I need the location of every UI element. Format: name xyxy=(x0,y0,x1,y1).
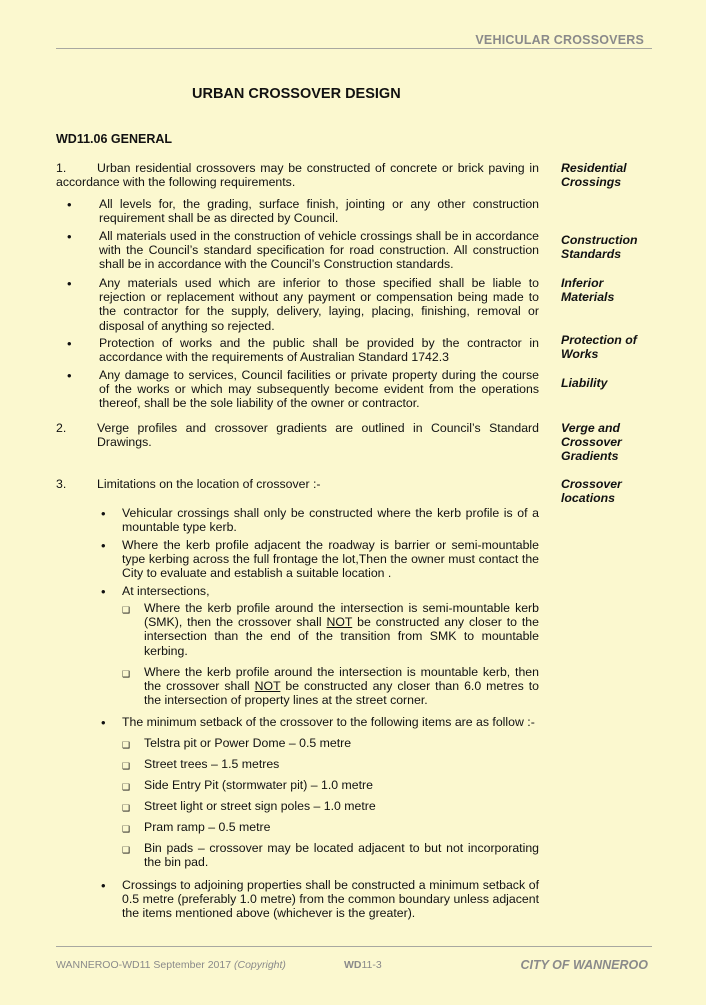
section-heading: WD11.06 GENERAL xyxy=(56,132,173,146)
square-bullet-icon: ❑ xyxy=(122,824,131,834)
running-header: VEHICULAR CROSSOVERS xyxy=(475,33,644,47)
paragraph-text: Urban residential crossovers may be constructed of concrete or brick paving in accordance with the following requirements. xyxy=(56,161,539,190)
bullet-item: At intersections, xyxy=(122,584,210,598)
footer-page-number: WD11-3 xyxy=(344,959,382,971)
bullet-glyph: • xyxy=(67,229,72,244)
footer-rule xyxy=(56,946,652,947)
bullet-glyph: • xyxy=(101,584,106,599)
bullet-item: Protection of works and the public shall be provided by the contractor in accordance with the requirements of Australian Standard 1742.3 xyxy=(99,336,539,365)
margin-note: Inferior Materials xyxy=(561,276,615,305)
bullet-glyph: • xyxy=(67,197,72,212)
setback-item: Street light or street sign poles – 1.0 metre xyxy=(144,799,376,813)
bullet-item: All materials used in the construction of vehicle crossings shall be in accordance with the Council’s standard specification for road construction. All construction shall be in accordance with the Council’s Construction standards. xyxy=(99,229,539,272)
margin-note: Liability xyxy=(561,376,608,390)
paragraph-number: 1. xyxy=(56,161,67,175)
square-bullet-icon: ❑ xyxy=(122,761,131,771)
square-bullet-icon: ❑ xyxy=(122,845,131,855)
margin-note: Residential Crossings xyxy=(561,161,627,190)
bullet-item: Crossings to adjoining properties shall be constructed a minimum setback of 0.5 metre (preferably 1.0 metre) from the common boundary unless adjacent the items mentioned above (whichever is the greater). xyxy=(122,878,539,921)
margin-note: Verge and Crossover Gradients xyxy=(561,421,622,464)
paragraph-3: Limitations on the location of crossover :- xyxy=(97,477,321,491)
bullet-item: All levels for, the grading, surface finish, jointing or any other construction requirement shall be as directed by Council. xyxy=(99,197,539,226)
header-rule xyxy=(56,48,652,49)
bullet-glyph: • xyxy=(67,276,72,291)
intersection-rule-mountable: Where the kerb profile around the intersection is mountable kerb, then the crossover shall NOT be constructed any closer than 6.0 metres to the intersection of property lines at the street corner. xyxy=(144,665,539,708)
bullet-glyph: • xyxy=(101,538,106,553)
bullet-item: Vehicular crossings shall only be constructed where the kerb profile is of a mountable type kerb. xyxy=(122,506,539,535)
footer-organisation: CITY OF WANNEROO xyxy=(520,958,648,972)
emphasis-not: NOT xyxy=(326,615,353,630)
footer-copyright: (Copyright) xyxy=(233,959,286,971)
square-bullet-icon: ❑ xyxy=(122,740,131,750)
square-bullet-icon: ❑ xyxy=(122,669,131,679)
footer-doc-ref: WANNEROO-WD11 September 2017 (Copyright) xyxy=(56,959,286,971)
margin-note: Crossover locations xyxy=(561,477,622,506)
bullet-item: Any damage to services, Council facilities or private property during the course of the works or which may subsequently become evident from the operations thereof, shall be the sole liability of the owner or contractor. xyxy=(99,368,539,411)
square-bullet-icon: ❑ xyxy=(122,803,131,813)
paragraph-number: 3. xyxy=(56,477,67,491)
intersection-rule-smk: Where the kerb profile around the intersection is semi-mountable kerb (SMK), then the crossover shall NOT be constructed any closer to the intersection than the end of the transition from SMK to mountable kerbing. xyxy=(144,601,539,658)
bullet-glyph: • xyxy=(67,336,72,351)
bullet-item: Any materials used which are inferior to those specified shall be liable to rejection or replacement without any payment or compensation being made to the contractor for the supply, delivery, laying, placing, finishing, removal or disposal of anything so rejected. xyxy=(99,276,539,333)
setback-item: Telstra pit or Power Dome – 0.5 metre xyxy=(144,736,352,750)
square-bullet-icon: ❑ xyxy=(122,605,131,615)
setback-item: Street trees – 1.5 metres xyxy=(144,757,280,771)
margin-note: Construction Standards xyxy=(561,233,638,262)
paragraph-1 xyxy=(56,161,539,189)
bullet-glyph: • xyxy=(101,878,106,893)
bullet-glyph: • xyxy=(101,506,106,521)
bullet-glyph: • xyxy=(101,715,106,730)
paragraph-2: Verge profiles and crossover gradients are outlined in Council’s Standard Drawings. xyxy=(97,421,539,450)
bullet-item: The minimum setback of the crossover to the following items are as follow :- xyxy=(122,715,535,729)
margin-note: Protection of Works xyxy=(561,333,637,362)
page-title: URBAN CROSSOVER DESIGN xyxy=(192,86,401,102)
square-bullet-icon: ❑ xyxy=(122,782,131,792)
setback-item: Pram ramp – 0.5 metre xyxy=(144,820,271,834)
bullet-glyph: • xyxy=(67,368,72,383)
paragraph-number: 2. xyxy=(56,421,67,435)
bullet-item: Where the kerb profile adjacent the roadway is barrier or semi-mountable type kerbing across the full frontage the lot,Then the owner must contact the City to evaluate and establish a suitable location . xyxy=(122,538,539,581)
emphasis-not: NOT xyxy=(254,679,281,694)
setback-item: Side Entry Pit (stormwater pit) – 1.0 metre xyxy=(144,778,373,792)
setback-item: Bin pads – crossover may be located adjacent to but not incorporating the bin pad. xyxy=(144,841,539,870)
